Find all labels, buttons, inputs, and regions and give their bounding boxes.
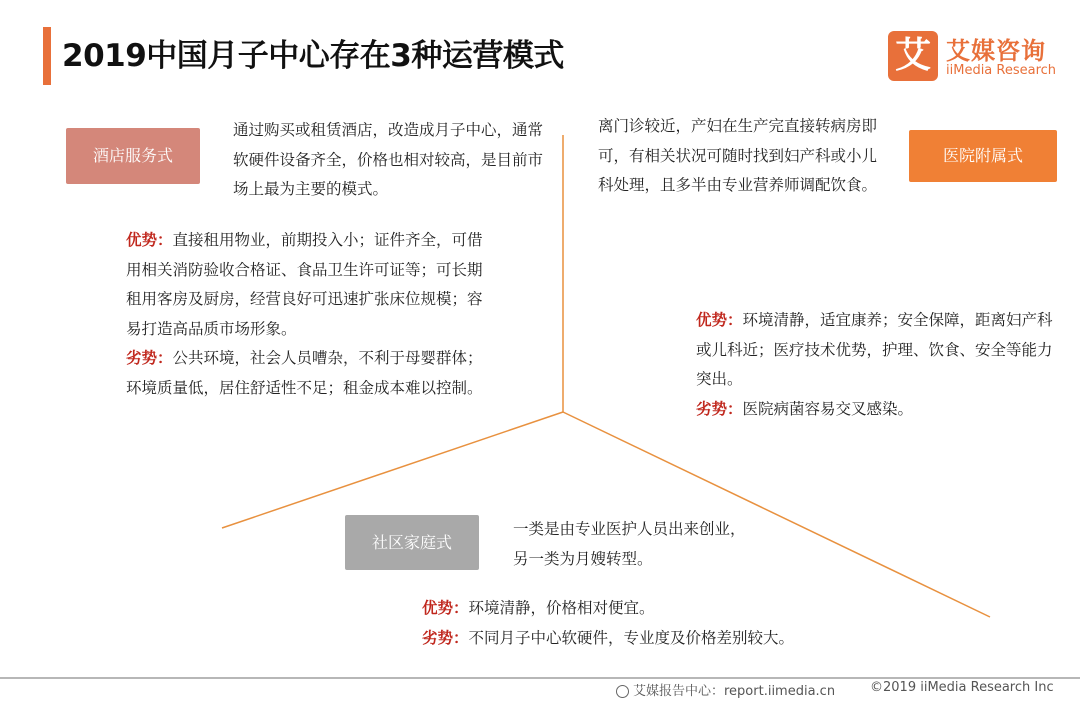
- globe-icon: [616, 685, 629, 698]
- hotel-cons-label: 劣势：: [126, 349, 173, 367]
- tag-community-family: 社区家庭式: [345, 515, 479, 570]
- community-cons-text: 不同月子中心软硬件，专业度及价格差别较大。: [468, 628, 795, 647]
- tag-hospital-affiliated: 医院附属式: [909, 130, 1057, 182]
- hotel-pros: [126, 226, 486, 344]
- hospital-pros: [696, 306, 1058, 395]
- hospital-cons-label: 劣势：: [696, 399, 743, 418]
- hospital-pros-cons: [696, 306, 1058, 424]
- footer-copyright: ©2019 iiMedia Research Inc: [870, 680, 1054, 695]
- community-cons: [422, 624, 862, 654]
- hotel-cons-text: 公共环境，社会人员嘈杂，不利于母婴群体；环境质量低，居住舒适性不足；租金成本难以控制。: [126, 349, 483, 397]
- hospital-cons-text: 医院病菌容易交叉感染。: [742, 399, 914, 418]
- hospital-pros-text: 环境清静，适宜康养；安全保障，距离妇产科或儿科近；医疗技术优势，护理、饮食、安全等能力突出。: [696, 311, 1053, 388]
- community-pros-cons: [422, 594, 862, 653]
- footer-source: [616, 680, 835, 699]
- hotel-description: 通过购买或租赁酒店，改造成月子中心，通常软硬件设备齐全，价格也相对较高，是目前市场上最为主要的模式。: [233, 121, 544, 198]
- hotel-pros-text: 直接租用物业，前期投入小；证件齐全，可借用相关消防验收合格证、食品卫生许可证等；可长期租用客房及厨房，经营良好可迅速扩张床位规模；容易打造高品质市场形象。: [126, 231, 483, 338]
- hospital-description: 离门诊较近，产妇在生产完直接转病房即可，有相关状况可随时找到妇产科或小儿科处理，且多半由专业营养师调配饮食。: [598, 117, 878, 194]
- community-cons-label: 劣势：: [422, 628, 469, 647]
- hospital-pros-label: 优势：: [696, 311, 743, 329]
- community-pros-label: 优势：: [422, 599, 469, 617]
- hotel-pros-cons: [126, 226, 486, 403]
- tag-hotel-service: 酒店服务式: [66, 128, 200, 184]
- page-title: 2019中国月子中心存在3种运营模式: [62, 38, 564, 74]
- logo-mark-icon: 艾: [888, 31, 938, 81]
- community-pros: [422, 594, 862, 624]
- hotel-pros-label: 优势：: [126, 231, 173, 249]
- community-description: 一类是由专业医护人员出来创业，另一类为月嫂转型。: [513, 520, 746, 568]
- divider-line-left: [222, 412, 563, 528]
- footer-divider: [0, 677, 1080, 679]
- footer-source-text: 艾媒报告中心：report.iimedia.cn: [633, 684, 836, 699]
- community-pros-text: 环境清静，价格相对便宜。: [468, 599, 655, 617]
- hotel-cons: [126, 344, 486, 403]
- hospital-cons: [696, 395, 1058, 425]
- logo-name-cn: 艾媒咨询: [946, 37, 1046, 65]
- logo-name-en: iiMedia Research: [946, 63, 1057, 78]
